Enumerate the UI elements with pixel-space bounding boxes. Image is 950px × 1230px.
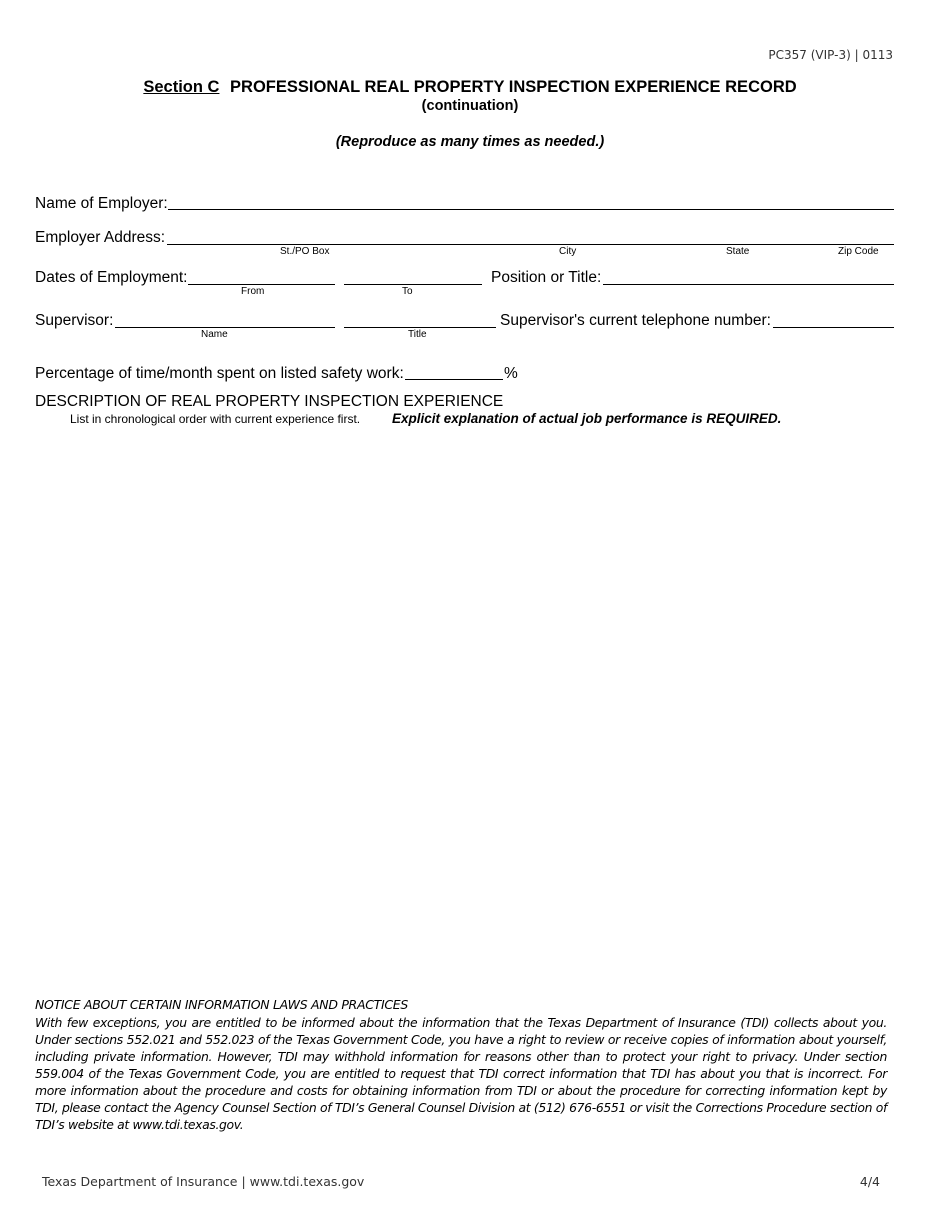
page-number: 4/4	[859, 1174, 880, 1189]
page-subtitle: (continuation)	[421, 98, 519, 114]
page-title	[0, 78, 940, 97]
employer-address-field[interactable]	[167, 244, 894, 245]
footer-org: Texas Department of Insurance | www.tdi.texas.gov	[42, 1174, 365, 1189]
caption-city: City	[559, 246, 577, 257]
notice-body: With few exceptions, you are entitled to be informed about the information that the Texas Department of Insurance (TDI) collects about you. Under sections 552.021 and 552.023 of the Texas Government Code, you have a right to review or receive copies of information about yourself, including private information. However, TDI may withhold information for reasons other than to protect your right to privacy. Under section 559.004 of the Texas Government Code, you are entitled to request that TDI correct information that TDI has about you that is incorrect. For more information about the procedure and costs for obtaining information from TDI or about the procedure for correcting information kept by TDI, please contact the Agency Counsel Section of TDI’s General Counsel Division at (512) 676-6551 or visit the Corrections Procedure section of TDI’s website at www.tdi.texas.gov.	[35, 1015, 887, 1132]
caption-from: From	[241, 286, 265, 297]
dates-label: Dates of Employment:	[35, 269, 188, 286]
percent-sign: %	[504, 365, 518, 382]
caption-zip: Zip Code	[838, 246, 879, 257]
employer-name-field[interactable]	[168, 209, 894, 210]
percentage-label: Percentage of time/month spent on listed safety work:	[35, 365, 404, 382]
supervisor-title-field[interactable]	[344, 327, 496, 328]
date-to-field[interactable]	[344, 284, 482, 285]
date-from-field[interactable]	[188, 284, 335, 285]
position-field[interactable]	[603, 284, 894, 285]
position-label: Position or Title:	[491, 269, 602, 286]
form-code: PC357 (VIP-3) | 0113	[768, 48, 893, 62]
section-label: Section C	[143, 78, 220, 96]
notice-heading: NOTICE ABOUT CERTAIN INFORMATION LAWS AND PRACTICES	[35, 997, 409, 1012]
employer-address-label: Employer Address:	[35, 229, 166, 246]
supervisor-name-field[interactable]	[115, 327, 335, 328]
reproduce-note: (Reproduce as many times as needed.)	[335, 134, 605, 150]
description-instruction: List in chronological order with current experience first.	[70, 412, 361, 426]
supervisor-label: Supervisor:	[35, 312, 114, 329]
description-heading: DESCRIPTION OF REAL PROPERTY INSPECTION EXPERIENCE	[35, 393, 504, 410]
supervisor-phone-field[interactable]	[773, 327, 894, 328]
percentage-field[interactable]	[405, 379, 503, 380]
caption-name: Name	[201, 329, 228, 340]
supervisor-phone-label: Supervisor's current telephone number:	[500, 312, 771, 329]
caption-to: To	[402, 286, 413, 297]
description-requirement: Explicit explanation of actual job performance is REQUIRED.	[392, 411, 782, 426]
title-text: PROFESSIONAL REAL PROPERTY INSPECTION EXPERIENCE RECORD	[230, 78, 797, 96]
caption-title: Title	[408, 329, 427, 340]
caption-state: State	[726, 246, 750, 257]
employer-name-label: Name of Employer:	[35, 195, 168, 212]
caption-street: St./PO Box	[280, 246, 330, 257]
